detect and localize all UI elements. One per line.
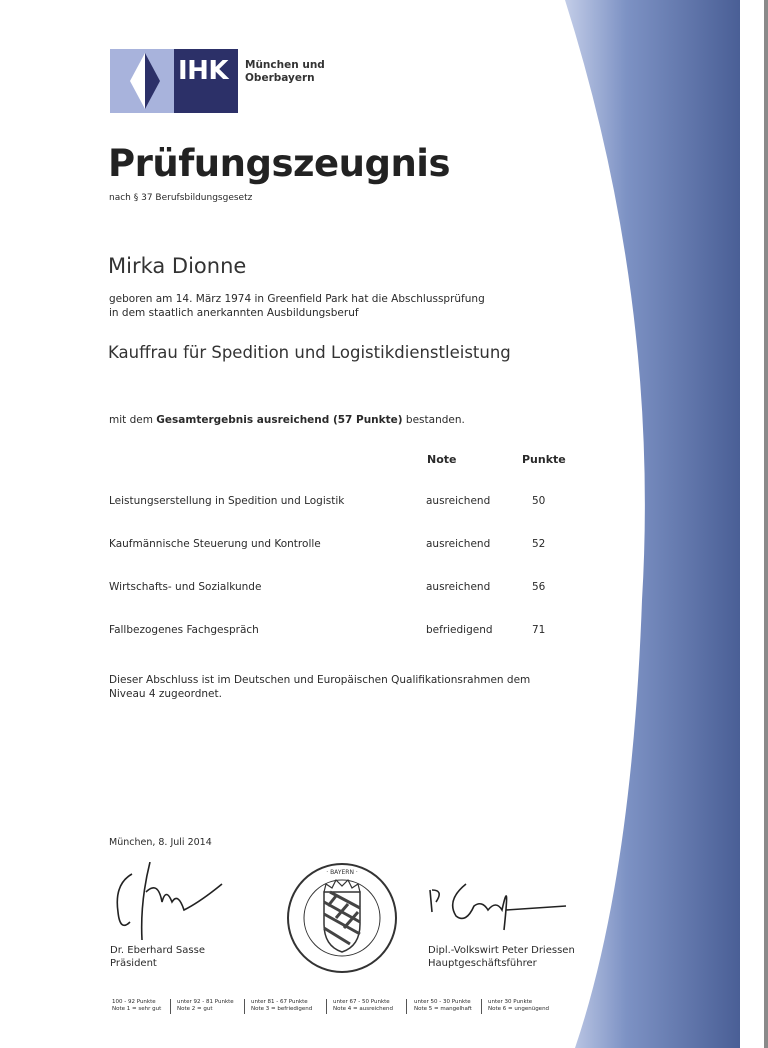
divider <box>170 999 171 1014</box>
scale-range: unter 50 - 30 Punkte <box>414 999 471 1005</box>
subject: Kaufmännische Steuerung und Kontrolle <box>109 538 321 550</box>
subject: Wirtschafts- und Sozialkunde <box>109 581 262 593</box>
subject: Leistungserstellung in Spedition und Logistik <box>109 495 345 507</box>
scale-range: unter 81 - 67 Punkte <box>251 999 308 1005</box>
grading-scale-item <box>488 999 549 1013</box>
signatory-president <box>110 944 205 970</box>
svg-text:· BAYERN ·: · BAYERN · <box>326 869 358 876</box>
signature-president <box>110 862 240 942</box>
scale-note: Note 1 = sehr gut <box>112 1006 162 1012</box>
scale-note: Note 2 = gut <box>177 1006 213 1012</box>
scale-range: 100 - 92 Punkte <box>112 999 156 1005</box>
grading-scale-item <box>112 999 161 1013</box>
logo-org-name <box>245 59 325 85</box>
official-seal <box>286 862 398 974</box>
result-prefix: mit dem <box>109 414 157 426</box>
grading-scale-item <box>177 999 234 1013</box>
logo-diamond-icon <box>130 53 160 109</box>
points: 50 <box>532 495 546 507</box>
grade: ausreichend <box>426 581 491 593</box>
grade: ausreichend <box>426 495 491 507</box>
divider <box>406 999 407 1014</box>
logo-ihk-text: IHK <box>178 56 229 86</box>
scale-range: unter 30 Punkte <box>488 999 533 1005</box>
birth-line1: geboren am 14. März 1974 in Greenfield Park hat die Abschlussprüfung <box>109 293 485 305</box>
signatory-role: Hauptgeschäftsführer <box>428 958 537 969</box>
place-date: München, 8. Juli 2014 <box>109 837 212 848</box>
scale-note: Note 4 = ausreichend <box>333 1006 394 1012</box>
occupation: Kauffrau für Spedition und Logistikdienstleistung <box>108 343 511 362</box>
divider <box>244 999 245 1014</box>
signatory-ceo <box>428 944 575 970</box>
grading-scale-item <box>251 999 312 1013</box>
divider <box>481 999 482 1014</box>
grade: befriedigend <box>426 624 493 636</box>
dqr-line2: Niveau 4 zugeordnet. <box>109 688 222 700</box>
signatory-name: Dipl.-Volkswirt Peter Driessen <box>428 945 575 956</box>
document-subtitle: nach § 37 Berufsbildungsgesetz <box>109 193 253 203</box>
header-grade: Note <box>427 453 457 466</box>
birth-text <box>109 292 485 320</box>
birth-line2: in dem staatlich anerkannten Ausbildungsberuf <box>109 307 359 319</box>
subject: Fallbezogenes Fachgespräch <box>109 624 259 636</box>
grading-scale-item <box>414 999 472 1013</box>
grading-scale-item <box>333 999 393 1013</box>
scale-note: Note 6 = ungenügend <box>488 1006 550 1012</box>
header-points: Punkte <box>522 453 566 466</box>
divider <box>326 999 327 1014</box>
result-suffix: bestanden. <box>402 414 465 426</box>
logo-org-line1: München und <box>245 59 325 71</box>
points: 71 <box>532 624 546 636</box>
signatory-name: Dr. Eberhard Sasse <box>110 945 205 956</box>
qualification-framework-text <box>109 673 530 701</box>
candidate-name: Mirka Dionne <box>108 254 247 278</box>
dqr-line1: Dieser Abschluss ist im Deutschen und Europäischen Qualifikationsrahmen dem <box>109 674 531 686</box>
grade: ausreichend <box>426 538 491 550</box>
result-bold: Gesamtergebnis ausreichend (57 Punkte) <box>156 414 403 426</box>
document-title: Prüfungszeugnis <box>108 142 450 185</box>
overall-result <box>109 413 465 427</box>
logo-org-line2: Oberbayern <box>245 72 315 84</box>
scale-note: Note 3 = befriedigend <box>251 1006 313 1012</box>
points: 56 <box>532 581 546 593</box>
signatory-role: Präsident <box>110 958 157 969</box>
scale-range: unter 92 - 81 Punkte <box>177 999 234 1005</box>
points: 52 <box>532 538 546 550</box>
scale-range: unter 67 - 50 Punkte <box>333 999 390 1005</box>
scale-note: Note 5 = mangelhaft <box>414 1006 472 1012</box>
signature-ceo <box>426 870 576 940</box>
